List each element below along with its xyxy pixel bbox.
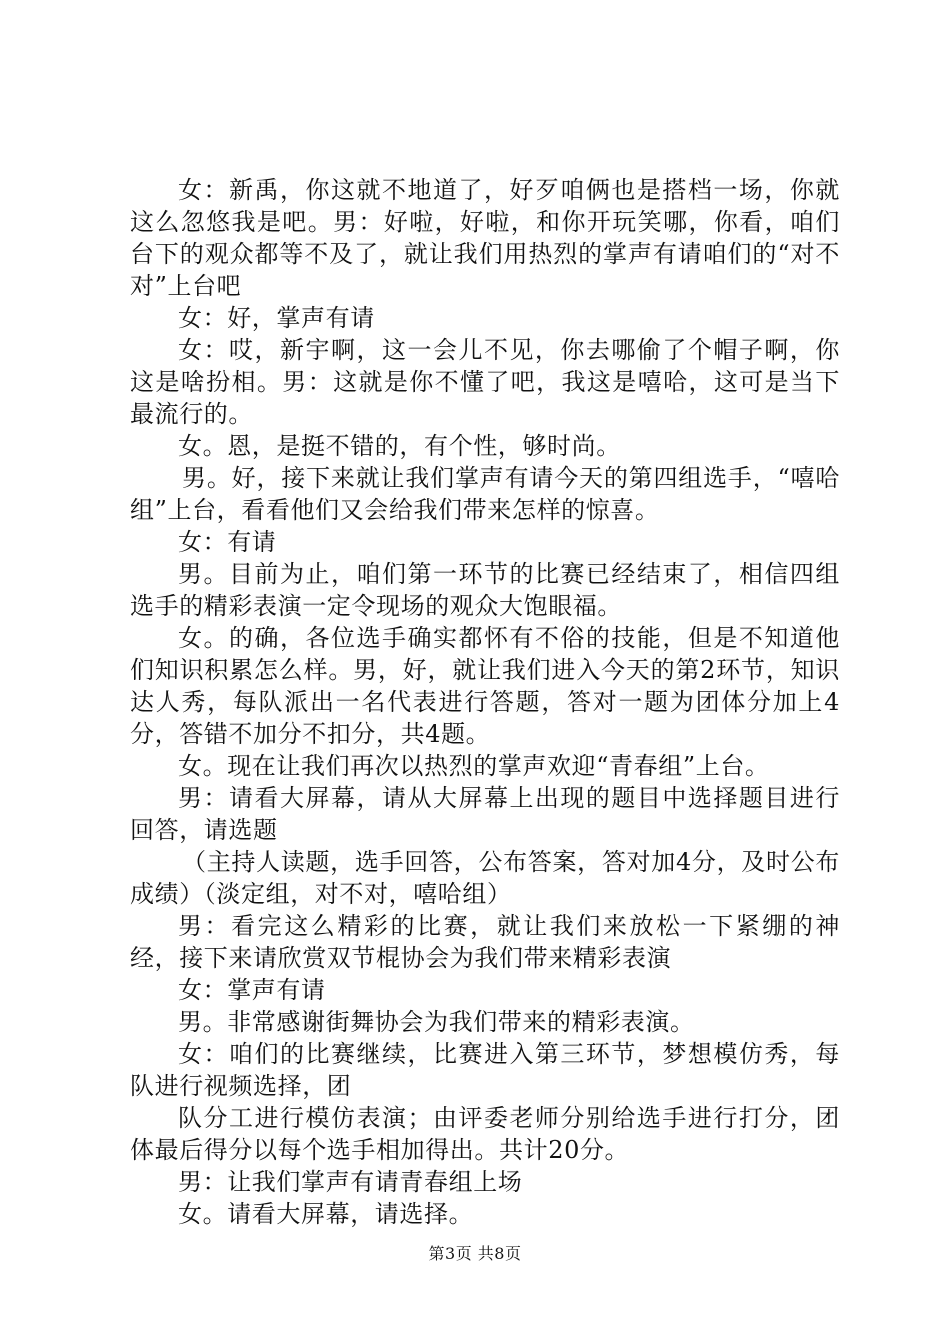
paragraph: 男。好，接下来就让我们掌声有请今天的第四组选手，“嘻哈组”上台，看看他们又会给我们带来怎样的惊喜。 [130,464,840,524]
paragraph: 女：好，掌声有请 [178,304,375,332]
paragraph: 队分工进行模仿表演；由评委老师分别给选手进行打分，团体最后得分以每个选手相加得出。共计20分。 [130,1104,840,1164]
paragraph: 女：掌声有请 [178,976,326,1004]
paragraph: 男：看完这么精彩的比赛，就让我们来放松一下紧绷的神经，接下来请欣赏双节棍协会为我们带来精彩表演 [130,912,840,972]
paragraph: 女。请看大屏幕，请选择。 [178,1200,474,1228]
paragraph: 女：新禹，你这就不地道了，好歹咱俩也是搭档一场，你就这么忽悠我是吧。男：好啦，好啦，和你开玩笑哪，你看，咱们台下的观众都等不及了，就让我们用热烈的掌声有请咱们的“对不对”上台吧 [130,176,840,300]
paragraph: 女：哎，新宇啊，这一会儿不见，你去哪偷了个帽子啊，你这是啥扮相。男：这就是你不懂了吧，我这是嘻哈，这可是当下最流行的。 [130,336,840,428]
paragraph: 男。非常感谢街舞协会为我们带来的精彩表演。 [178,1008,695,1036]
paragraph: （主持人读题，选手回答，公布答案，答对加4分，及时公布成绩）（淡定组，对不对，嘻哈组） [130,848,840,908]
paragraph: 女。的确，各位选手确实都怀有不俗的技能，但是不知道他们知识积累怎么样。男，好，就让我们进入今天的第2环节，知识达人秀，每队派出一名代表进行答题，答对一题为团体分加上4分，答错不加分不扣分，共4题。 [130,624,840,748]
page-number-footer: 第3页 共8页 [428,1244,522,1263]
paragraph: 男。目前为止，咱们第一环节的比赛已经结束了，相信四组选手的精彩表演一定令现场的观众大饱眼福。 [130,560,840,620]
paragraph: 女：咱们的比赛继续，比赛进入第三环节，梦想模仿秀，每队进行视频选择，团 [130,1040,840,1100]
document-body [130,174,840,1230]
paragraph: 女。现在让我们再次以热烈的掌声欢迎“青春组”上台。 [178,752,770,780]
paragraph: 女。恩，是挺不错的，有个性，够时尚。 [178,432,621,460]
paragraph: 女：有请 [178,528,277,556]
paragraph: 男：请看大屏幕，请从大屏幕上出现的题目中选择题目进行回答，请选题 [130,784,840,844]
paragraph: 男：让我们掌声有请青春组上场 [178,1168,523,1196]
